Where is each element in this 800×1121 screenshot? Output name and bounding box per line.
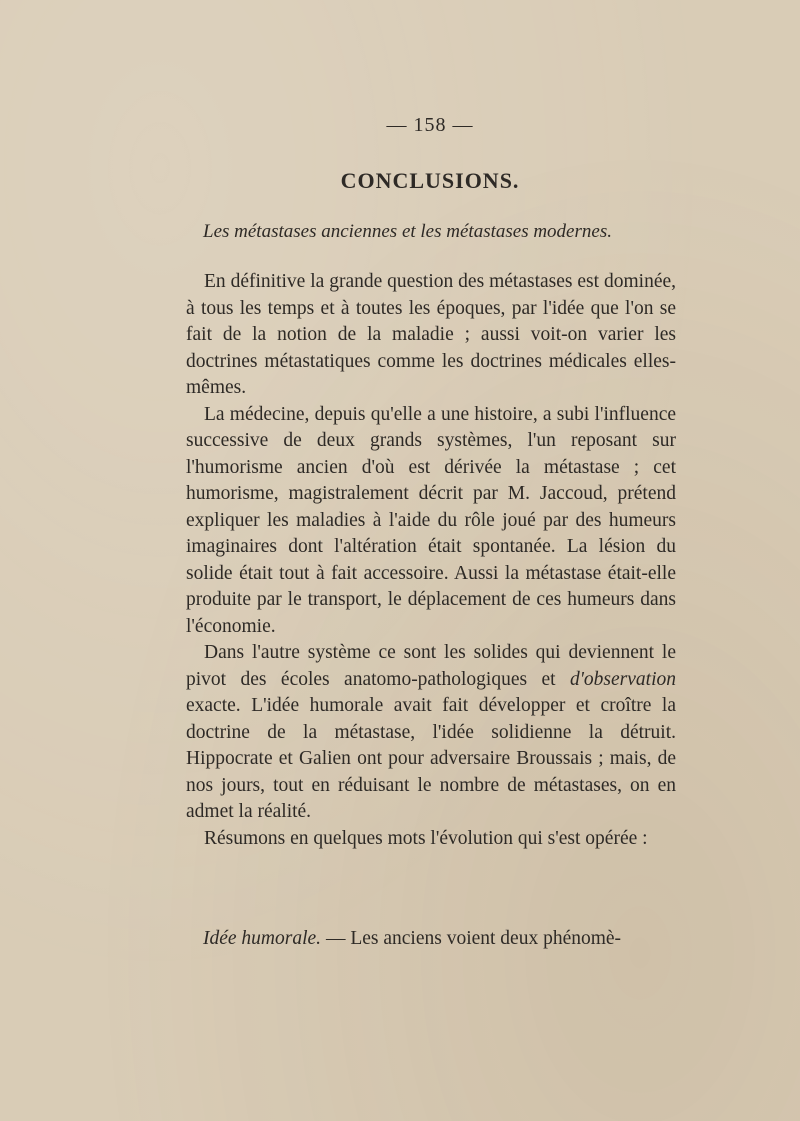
paragraph-3-italic: d'observation xyxy=(570,668,676,690)
body-text xyxy=(186,269,676,852)
final-line-italic: Idée humorale. xyxy=(203,928,322,949)
paragraph-4: Résumons en quelques mots l'évolution qui s'est opérée : xyxy=(204,827,648,849)
paragraph-3-text-b: exacte. L'idée humorale avait fait développer et croître la doctrine de la métastase, l'idée solidienne la détruit. Hippocrate et Galien ont pour adversaire Broussais ; mais, de nos jours, tout en réduisant le nombre de métastases, on en admet la réalité. xyxy=(186,695,676,822)
paragraph-3-text-a: Dans l'autre système ce sont les solides qui deviennent le pivot des écoles anatomo-pathologiques et xyxy=(186,642,676,690)
section-heading: CONCLUSIONS. xyxy=(340,168,520,193)
final-line-text: — Les anciens voient deux phénomè- xyxy=(321,928,622,949)
paragraph-1: En définitive la grande question des métastases est dominée, à tous les temps et à toutes les époques, par l'idée que l'on se fait de la notion de la maladie ; aussi voit-on varier les doctrines métastatiques comme les doctrines médicales elles-mêmes. xyxy=(186,271,676,398)
paragraph-2: La médecine, depuis qu'elle a une histoire, a subi l'influence successive de deux grands systèmes, l'un reposant sur l'humorisme ancien d'où est dérivée la métastase ; cet humorisme, magistralement décrit par M. Jaccoud, prétend expliquer les maladies à l'aide du rôle joué par des humeurs imaginaires dont l'altération était spontanée. La lésion du solide était tout à fait accessoire. Aussi la métastase était-elle produite par le transport, le déplacement de ces humeurs dans l'économie. xyxy=(186,403,676,637)
final-line xyxy=(203,928,683,950)
page-number: — 158 — xyxy=(386,114,474,136)
section-subheading: Les métastases anciennes et les métastases modernes. xyxy=(203,221,612,242)
paragraph-3 xyxy=(186,640,676,826)
